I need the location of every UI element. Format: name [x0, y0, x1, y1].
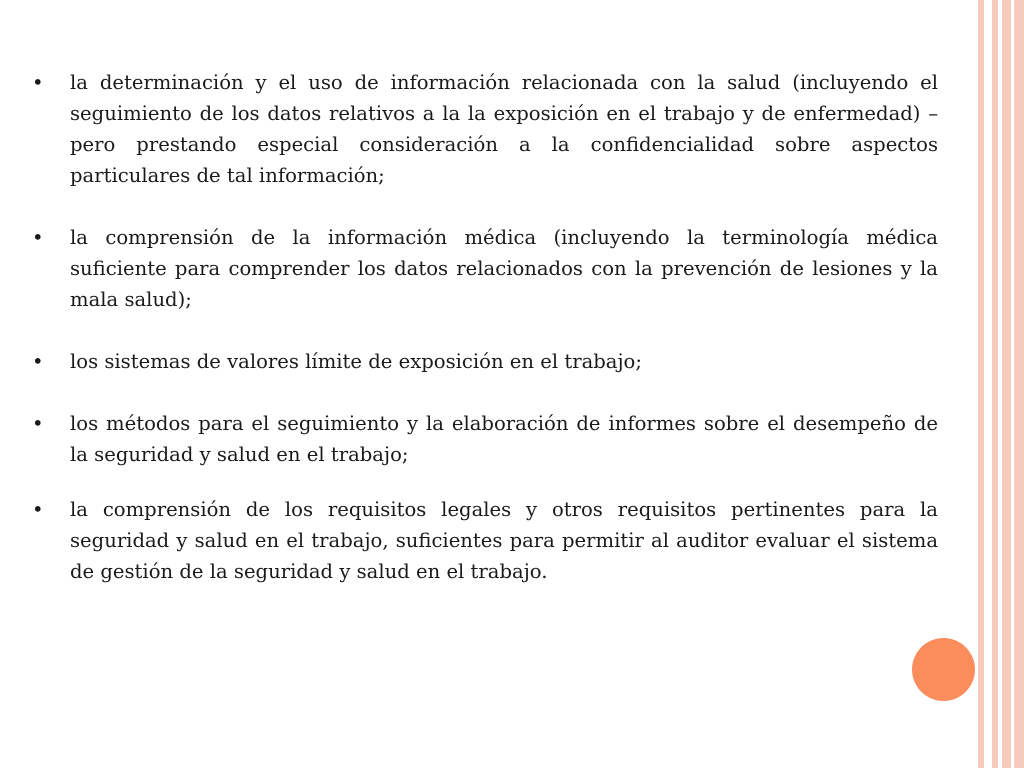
bullet-text: los sistemas de valores límite de exposición en el trabajo;	[70, 350, 642, 373]
bullet-text: la comprensión de los requisitos legales y otros requisitos pertinentes para la seguridad y salud en el trabajo, suficientes para permitir al auditor evaluar el sistema de gestión de la seguridad y salud en el trabajo.	[70, 498, 938, 583]
bullet-icon: •	[32, 498, 44, 521]
bullet-list	[32, 67, 938, 618]
bullet-icon: •	[32, 226, 44, 249]
bullet-text: la determinación y el uso de información relacionada con la salud (incluyendo el seguimiento de los datos relativos a la la exposición en el trabajo y de enfermedad) – pero prestando especial consideración a la confidencialidad sobre aspectos particulares de tal información;	[70, 71, 938, 187]
decorative-stripe	[1002, 0, 1011, 768]
bullet-item	[32, 67, 938, 191]
bullet-item	[32, 494, 938, 587]
bullet-item	[32, 408, 938, 470]
decorative-stripe-gap	[984, 0, 992, 768]
bullet-text: la comprensión de la información médica (incluyendo la terminología médica suficiente para comprender los datos relacionados con la prevención de lesiones y la mala salud);	[70, 226, 938, 311]
bullet-item	[32, 346, 938, 377]
bullet-icon: •	[32, 71, 44, 94]
decorative-stripe	[1014, 0, 1024, 768]
bullet-text: los métodos para el seguimiento y la elaboración de informes sobre el desempeño de la seguridad y salud en el trabajo;	[70, 412, 938, 466]
orange-circle-decoration	[912, 638, 975, 701]
bullet-icon: •	[32, 350, 44, 373]
bullet-item	[32, 222, 938, 315]
bullet-icon: •	[32, 412, 44, 435]
